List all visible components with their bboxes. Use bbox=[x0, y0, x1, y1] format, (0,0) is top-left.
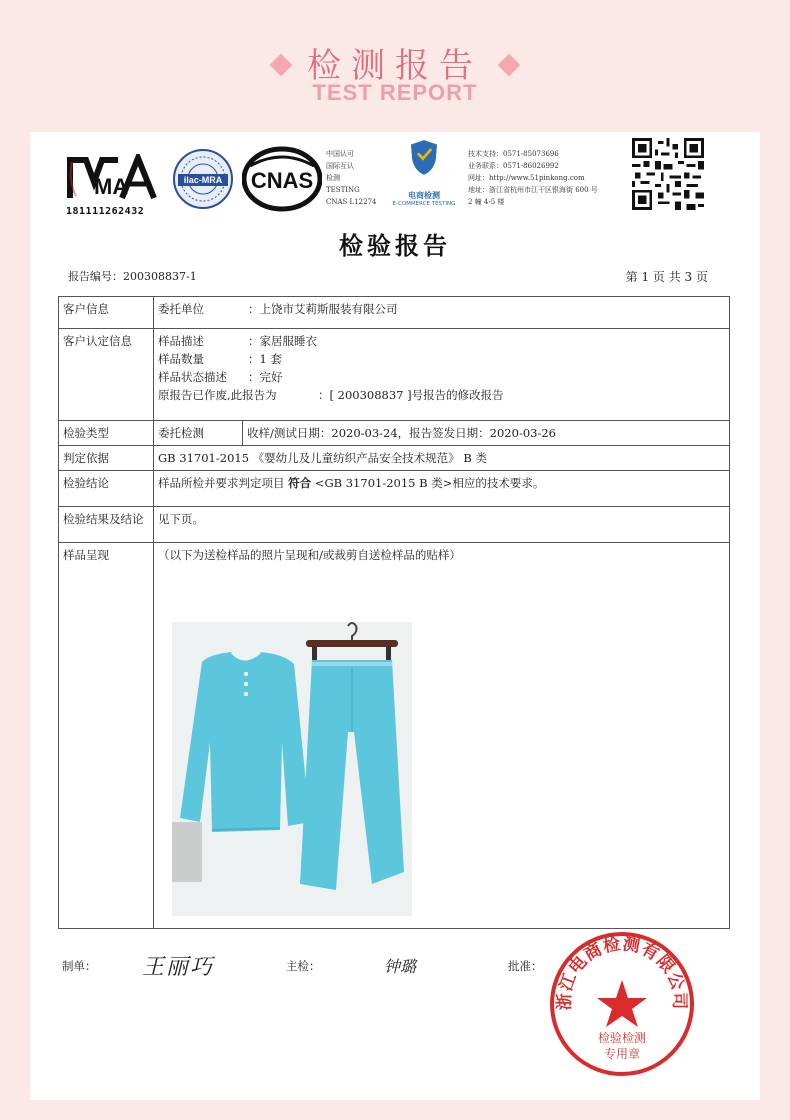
ec-label-cn: 电商检测 bbox=[408, 191, 440, 200]
report-sheet bbox=[30, 132, 760, 1100]
banner-title-text: 检测报告 bbox=[307, 46, 483, 86]
row-label: 检验结果及结论 bbox=[59, 507, 154, 543]
row-label: 客户认定信息 bbox=[59, 329, 154, 421]
field-key: 样品描述 bbox=[158, 334, 204, 348]
field-key: 样品数量 bbox=[158, 352, 204, 366]
table-row bbox=[59, 329, 730, 421]
inspection-dates: 收样/测试日期：2020-03-24，报告签发日期：2020-03-26 bbox=[247, 426, 556, 440]
cma-letters: MA bbox=[94, 174, 129, 199]
key-value bbox=[158, 368, 725, 386]
key-value bbox=[158, 300, 725, 318]
field-value: ：1 套 bbox=[248, 352, 282, 366]
ec-label bbox=[388, 190, 460, 207]
prepared-by-signature: 王丽巧 bbox=[142, 955, 215, 980]
contact-line: 网址：http://www.51pinkong.com bbox=[468, 174, 585, 182]
field-value: ：上饶市艾莉斯服装有限公司 bbox=[248, 302, 398, 316]
row-value bbox=[154, 329, 730, 421]
field-value: ：家居服睡衣 bbox=[248, 334, 317, 348]
table-row bbox=[59, 421, 730, 446]
contact-line: 2 幢 4-5 楼 bbox=[468, 198, 505, 206]
qr-code-icon[interactable] bbox=[632, 138, 704, 210]
seal-center-text-2: 专用章 bbox=[603, 1047, 641, 1061]
diamond-right-icon bbox=[498, 53, 521, 76]
field-key: 原报告已作废,此报告为 bbox=[158, 388, 277, 402]
cnas-text: CNAS bbox=[250, 168, 314, 193]
conclusion-verdict: 符合 bbox=[288, 476, 312, 490]
table-row bbox=[59, 507, 730, 543]
company-seal bbox=[548, 930, 696, 1078]
conclusion-standard: <GB 31701-2015 B 类>相应的技术要求。 bbox=[311, 476, 545, 490]
cnas-caption-line: 中国认可 bbox=[326, 150, 354, 158]
chief-inspector-label: 主检： bbox=[286, 959, 321, 973]
row-value: 见下页。 bbox=[154, 507, 730, 543]
row-label: 判定依据 bbox=[59, 446, 154, 471]
ilac-text: ilac-MRA bbox=[183, 175, 223, 185]
row-label: 检验类型 bbox=[59, 421, 154, 446]
banner-subtitle: TEST REPORT bbox=[312, 80, 478, 105]
table-row bbox=[59, 471, 730, 507]
report-number: 报告编号：200308837-1 bbox=[68, 270, 197, 283]
sample-photo bbox=[172, 622, 412, 916]
conclusion-text: 样品所检并要求判定项目 bbox=[158, 476, 289, 490]
field-key: 样品状态描述 bbox=[158, 370, 227, 384]
contact-line: 技术支持：0571-85073696 bbox=[468, 150, 559, 158]
field-key: 委托单位 bbox=[158, 302, 204, 316]
document-title: 检验报告 bbox=[339, 231, 451, 260]
table-row bbox=[59, 297, 730, 329]
key-value bbox=[158, 350, 725, 368]
ecommerce-testing-logo bbox=[388, 138, 460, 210]
row-label: 检验结论 bbox=[59, 471, 154, 507]
cma-mark-icon bbox=[66, 154, 162, 200]
ilac-mra-logo-icon bbox=[172, 148, 234, 210]
chief-inspector-signature: 钟璐 bbox=[384, 957, 417, 976]
seal-ring-text: 浙江电商检测有限公司 bbox=[554, 934, 690, 1011]
row-label: 样品呈现 bbox=[59, 543, 154, 929]
ec-label-en: E-COMMERCE TESTING bbox=[392, 201, 456, 207]
seal-star-icon bbox=[597, 980, 647, 1027]
row-value bbox=[154, 297, 730, 329]
approved-by-label: 批准： bbox=[508, 959, 543, 973]
row-value bbox=[154, 471, 730, 507]
table-row bbox=[59, 446, 730, 471]
contact-info bbox=[468, 148, 618, 208]
key-value bbox=[158, 332, 725, 350]
field-value: ：完好 bbox=[248, 370, 283, 384]
row-value bbox=[154, 421, 730, 446]
cma-number: 181111262432 bbox=[66, 206, 145, 217]
cnas-caption-line: CNAS L12274 bbox=[326, 198, 377, 206]
key-value bbox=[158, 386, 725, 404]
banner bbox=[0, 0, 790, 130]
field-value: ：[ 200308837 ]号报告的修改报告 bbox=[318, 388, 504, 402]
sample-note: （以下为送检样品的照片呈现和/或裁剪自送检样品的贴样） bbox=[158, 548, 461, 562]
cnas-caption bbox=[326, 148, 386, 208]
cnas-caption-line: 检测 bbox=[326, 174, 340, 182]
cnas-caption-line: 国际互认 bbox=[326, 162, 354, 170]
inspection-type: 委托检测 bbox=[154, 421, 243, 445]
cnas-caption-line: TESTING bbox=[326, 186, 360, 194]
seal-center-text-1: 检验检测 bbox=[597, 1031, 647, 1045]
contact-line: 业务联系：0571-86026992 bbox=[468, 162, 559, 170]
page-number: 第 1 页 共 3 页 bbox=[625, 270, 708, 284]
shield-check-icon bbox=[388, 138, 460, 190]
contact-line: 地址：浙江省杭州市江干区银海街 600 号 bbox=[468, 186, 598, 194]
prepared-by-label: 制单： bbox=[62, 959, 97, 973]
cma-logo bbox=[66, 148, 162, 218]
row-value: GB 31701-2015 《婴幼儿及儿童纺织产品安全技术规范》 B 类 bbox=[154, 446, 730, 471]
row-label: 客户信息 bbox=[59, 297, 154, 329]
cnas-logo-icon bbox=[242, 146, 322, 212]
diamond-left-icon bbox=[270, 53, 293, 76]
